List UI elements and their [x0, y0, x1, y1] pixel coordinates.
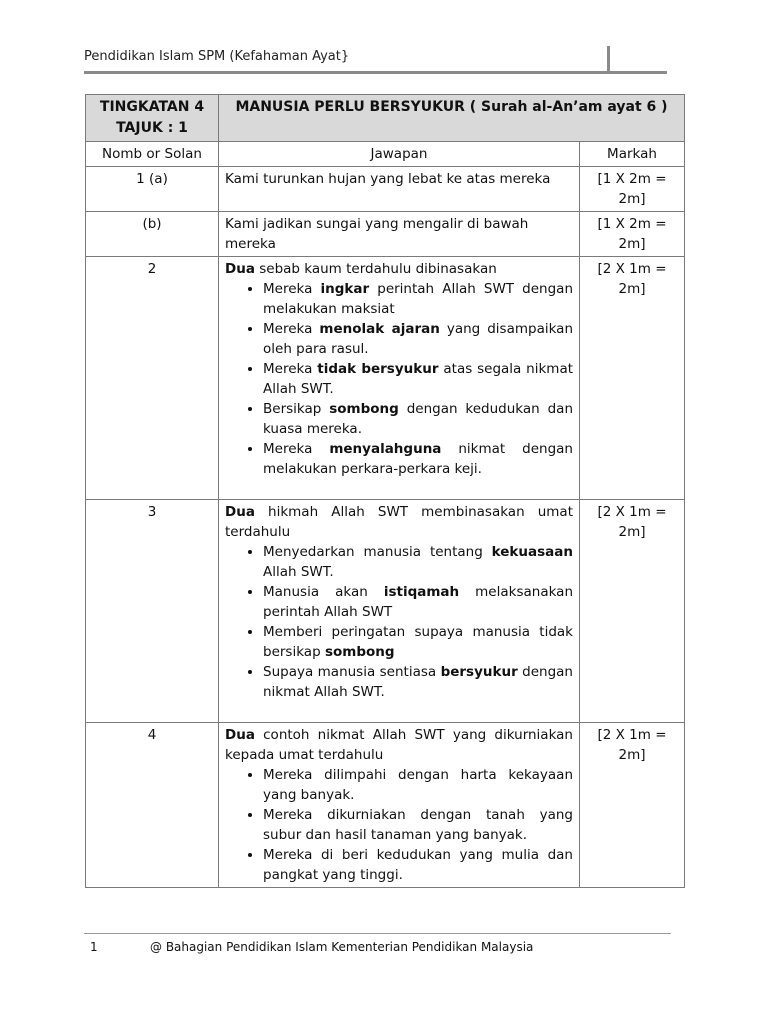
answer-points	[225, 765, 573, 885]
answer-point	[263, 359, 573, 399]
answer-point	[263, 765, 573, 805]
question-number: 4	[86, 723, 219, 888]
intro-text: sebab kaum terdahulu dibinasakan	[254, 261, 497, 277]
title-row	[86, 95, 685, 142]
intro-text: hikmah Allah SWT membinasakan umat terdahulu	[225, 504, 573, 540]
answer-row	[86, 257, 685, 500]
answer-point	[263, 279, 573, 319]
column-header-row	[86, 142, 685, 167]
marks-cell: [2 X 1m = 2m]	[580, 723, 685, 888]
point-keyword: menyalahguna	[329, 441, 442, 457]
point-text: Bersikap	[263, 401, 330, 417]
answer-cell	[219, 212, 580, 257]
answer-point	[263, 439, 573, 479]
footer-text: @ Bahagian Pendidikan Islam Kementerian Pendidikan Malaysia	[150, 940, 534, 954]
answer-point	[263, 845, 573, 885]
answer-cell	[219, 257, 580, 500]
point-text: melaksanakan perintah Allah SWT	[263, 584, 574, 620]
answer-table	[85, 94, 685, 888]
answer-point	[263, 582, 573, 622]
answer-point	[263, 542, 573, 582]
point-text: Menyedarkan manusia tentang	[263, 544, 492, 560]
point-keyword: kekuasaan	[491, 544, 573, 560]
answer-point	[263, 399, 573, 439]
answer-row	[86, 500, 685, 723]
point-keyword: menolak ajaran	[319, 321, 440, 337]
point-text: Manusia akan	[263, 584, 384, 600]
header-rule	[84, 71, 667, 74]
intro-bold: Dua	[225, 261, 255, 277]
point-text: Mereka	[263, 321, 320, 337]
answer-point	[263, 805, 573, 845]
page-header: Pendidikan Islam SPM (Kefahaman Ayat}	[84, 49, 350, 64]
answer-cell	[219, 723, 580, 888]
question-number: 3	[86, 500, 219, 723]
answer-intro	[225, 259, 573, 279]
point-text: dengan nikmat Allah SWT.	[263, 664, 573, 700]
point-text: dengan kedudukan dan kuasa mereka.	[263, 401, 573, 437]
answer-row	[86, 212, 685, 257]
answer-point	[263, 622, 573, 662]
point-text: Allah SWT.	[263, 564, 334, 580]
intro-bold: Dua	[225, 727, 255, 743]
answer-points	[225, 542, 573, 702]
point-keyword: sombong	[324, 644, 395, 660]
point-text: Memberi peringatan supaya manusia tidak bersikap	[263, 624, 573, 660]
marks-cell: [1 X 2m = 2m]	[580, 212, 685, 257]
answer-point	[263, 319, 573, 359]
answer-cell	[219, 500, 580, 723]
point-keyword: sombong	[329, 401, 399, 417]
question-number: 1 (a)	[86, 167, 219, 212]
intro-text: contoh nikmat Allah SWT yang dikurniakan kepada umat terdahulu	[225, 727, 573, 763]
point-text: Mereka dikurniakan dengan tanah yang subur dan hasil tanaman yang banyak.	[263, 807, 573, 843]
answer-point	[263, 662, 573, 702]
topic-title: MANUSIA PERLU BERSYUKUR ( Surah al-An’am ayat 6 )	[219, 95, 685, 142]
question-number: (b)	[86, 212, 219, 257]
intro-bold: Dua	[225, 504, 255, 520]
marks-cell: [1 X 2m = 2m]	[580, 167, 685, 212]
topic-label: TINGKATAN 4 TAJUK : 1	[86, 95, 219, 142]
answer-row	[86, 723, 685, 888]
answer-row	[86, 167, 685, 212]
point-keyword: bersyukur	[440, 664, 518, 680]
point-text: yang disampaikan oleh para rasul.	[263, 321, 574, 357]
page-number: 1	[90, 940, 98, 954]
footer-rule	[84, 933, 671, 934]
point-keyword: ingkar	[320, 281, 370, 297]
header-tick	[607, 46, 610, 72]
point-keyword: istiqamah	[383, 584, 460, 600]
answer-cell	[219, 167, 580, 212]
answer-text: Kami jadikan sungai yang mengalir di bawah mereka	[225, 216, 529, 252]
col-header-answer: Jawapan	[219, 142, 580, 167]
col-header-marks: Markah	[580, 142, 685, 167]
point-text: perintah Allah SWT dengan melakukan maksiat	[263, 281, 573, 317]
point-text: Mereka	[263, 361, 318, 377]
col-header-number: Nomb or Solan	[86, 142, 219, 167]
question-number: 2	[86, 257, 219, 500]
answer-points	[225, 279, 573, 479]
point-keyword: tidak bersyukur	[317, 361, 439, 377]
marks-cell: [2 X 1m = 2m]	[580, 500, 685, 723]
answer-intro	[225, 725, 573, 765]
point-text: nikmat dengan melakukan perkara-perkara keji.	[263, 441, 573, 477]
marks-cell: [2 X 1m = 2m]	[580, 257, 685, 500]
point-text: Mereka dilimpahi dengan harta kekayaan yang banyak.	[263, 767, 573, 803]
answer-intro	[225, 502, 573, 542]
point-text: Mereka	[263, 441, 330, 457]
point-text: atas segala nikmat Allah SWT.	[263, 361, 574, 397]
answer-text: Kami turunkan hujan yang lebat ke atas mereka	[225, 171, 551, 187]
point-text: Mereka di beri kedudukan yang mulia dan pangkat yang tinggi.	[263, 847, 573, 883]
point-text: Mereka	[263, 281, 321, 297]
point-text: Supaya manusia sentiasa	[263, 664, 441, 680]
